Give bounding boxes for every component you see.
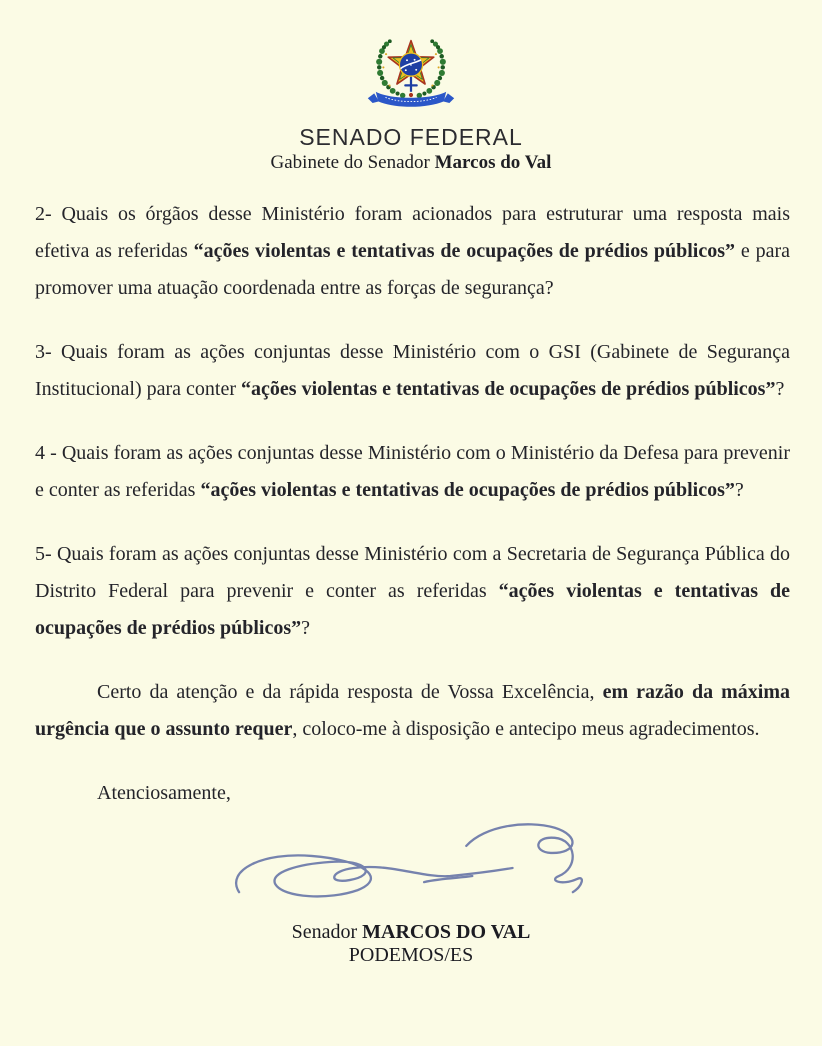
- office-prefix: Gabinete do Senador: [270, 152, 435, 173]
- letter-body: [35, 196, 790, 812]
- question-4-text: 4 - Quais foram as ações conjuntas desse Ministério com o Ministério da Defesa para prevenir e conter as referidas: [35, 442, 790, 501]
- office-senator-name: Marcos do Val: [434, 152, 552, 173]
- question-5-bold-quote: “ações violentas e tentativas de ocupações de prédios públicos”: [35, 580, 790, 639]
- org-name: SENADO FEDERAL: [299, 124, 523, 150]
- question-paragraph-4: [35, 435, 790, 509]
- question-paragraph-5: [35, 536, 790, 647]
- valediction: Atenciosamente,: [97, 782, 231, 804]
- question-4-tail: ?: [734, 479, 744, 501]
- signer-prefix: Senador: [291, 921, 363, 943]
- question-3-text: 3- Quais foram as ações conjuntas desse Ministério com o GSI (Gabinete de Segurança Institucional) para conter: [35, 341, 790, 400]
- signer-line: [0, 920, 822, 944]
- question-5-tail: ?: [301, 617, 311, 639]
- question-2-tail: e para promover uma atuação coordenada entre as forças de segurança?: [35, 240, 791, 299]
- question-5-text: 5- Quais foram as ações conjuntas desse Ministério com a Secretaria de Segurança Pública do Distrito Federal para prevenir e conter as referidas: [35, 543, 790, 602]
- question-2-bold-quote: “ações violentas e tentativas de ocupações de prédios públicos”: [193, 240, 735, 262]
- closing-paragraph: [35, 674, 790, 748]
- letterhead: [0, 22, 822, 176]
- question-3-tail: ?: [775, 378, 785, 400]
- closing-text: Certo da atenção e da rápida resposta de Vossa Excelência,: [97, 681, 603, 703]
- brazil-coat-of-arms-icon: [363, 22, 459, 120]
- question-paragraph-3: [35, 334, 790, 408]
- office-line: [0, 150, 822, 176]
- question-2-text: 2- Quais os órgãos desse Ministério foram acionados para estruturar uma resposta mais efetiva as referidas: [35, 203, 790, 262]
- letter-page: [0, 22, 822, 1046]
- closing-bold: em razão da máxima urgência que o assunto requer: [35, 681, 790, 740]
- closing-tail: , coloco-me à disposição e antecipo meus agradecimentos.: [292, 718, 760, 740]
- signature-block: [0, 816, 822, 967]
- party-line: PODEMOS/ES: [348, 944, 474, 966]
- question-4-bold-quote: “ações violentas e tentativas de ocupações de prédios públicos”: [200, 479, 735, 501]
- signer-name: MARCOS DO VAL: [362, 921, 531, 943]
- handwritten-signature-icon: [225, 816, 597, 920]
- question-3-bold-quote: “ações violentas e tentativas de ocupações de prédios públicos”: [241, 378, 776, 400]
- question-paragraph-2: [35, 196, 790, 307]
